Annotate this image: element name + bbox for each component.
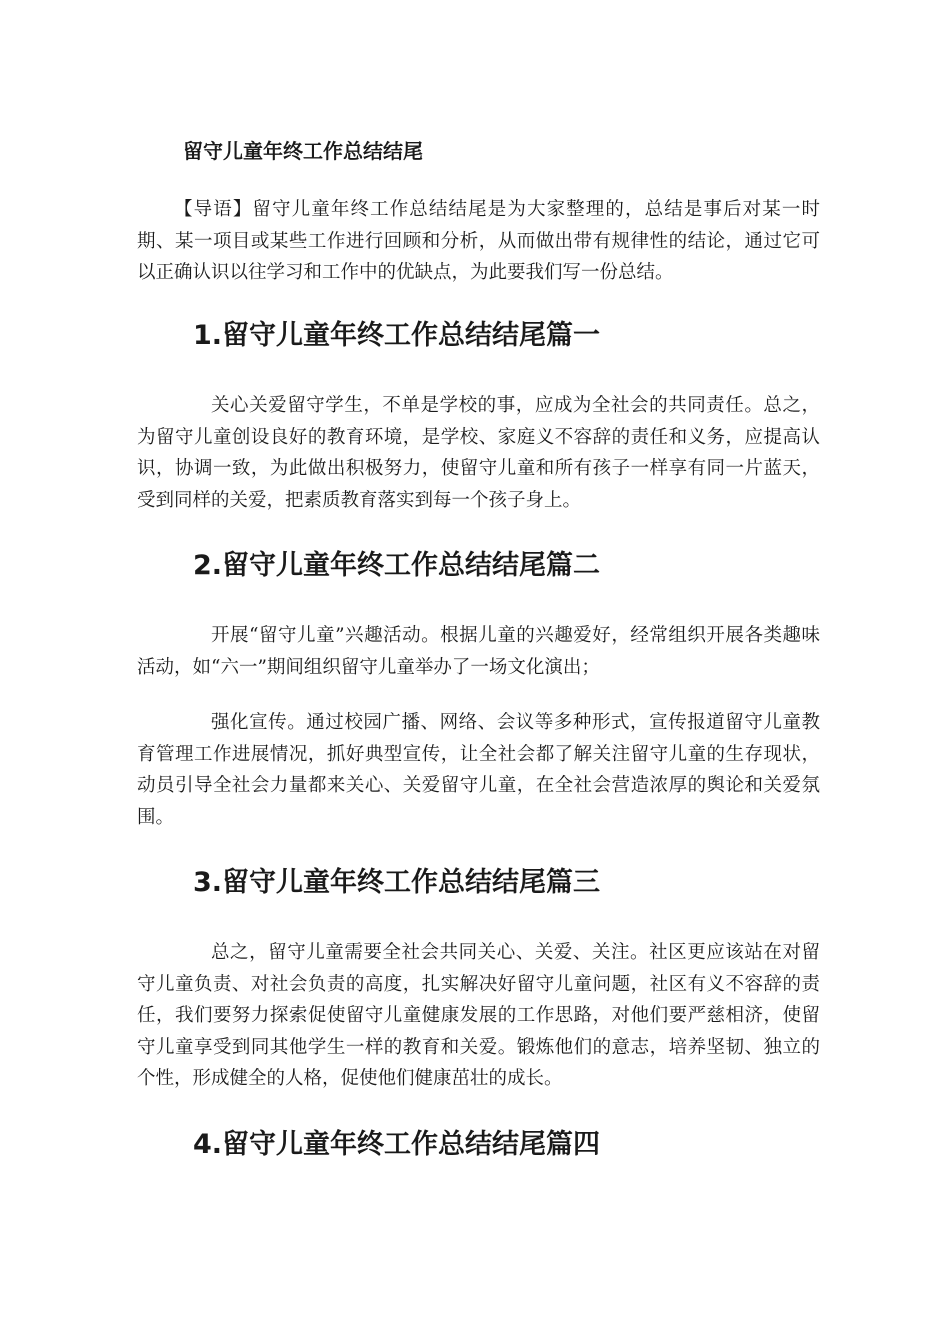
section-1-heading: 1.留守儿童年终工作总结结尾篇一: [193, 320, 601, 351]
section-3-paragraph-1: 总之，留守儿童需要全社会共同关心、关爱、关注。社区更应该站在对留守儿童负责、对社会负责的高度，扎实解决好留守儿童问题，社区有义不容辞的责任，我们要努力探索促使留守儿童健康发展的工作思路，对他们要严慈相济，使留守儿童享受到同其他学生一样的教育和关爱。锻炼他们的意志，培养坚韧、独立的个性，形成健全的人格，促使他们健康茁壮的成长。: [137, 942, 820, 1089]
section-2-paragraph-2: 强化宣传。通过校园广播、网络、会议等多种形式，宣传报道留守儿童教育管理工作进展情况，抓好典型宣传，让全社会都了解关注留守儿童的生存现状，动员引导全社会力量都来关心、关爱留守儿童，在全社会营造浓厚的舆论和关爱氛围。: [137, 712, 820, 828]
section-2-heading: 2.留守儿童年终工作总结结尾篇二: [193, 550, 601, 581]
intro-paragraph: 【导语】留守儿童年终工作总结结尾是为大家整理的，总结是事后对某一时期、某一项目或某些工作进行回顾和分析，从而做出带有规律性的结论，通过它可以正确认识以往学习和工作中的优缺点，为此要我们写一份总结。: [137, 199, 820, 283]
section-4-heading: 4.留守儿童年终工作总结结尾篇四: [193, 1129, 601, 1160]
section-2-paragraph-1: 开展“留守儿童”兴趣活动。根据儿童的兴趣爱好，经常组织开展各类趣味活动，如“六一”期间组织留守儿童举办了一场文化演出；: [137, 625, 820, 678]
section-1-paragraph-1: 关心关爱留守学生，不单是学校的事，应成为全社会的共同责任。总之，为留守儿童创设良好的教育环境，是学校、家庭义不容辞的责任和义务，应提高认识，协调一致，为此做出积极努力，使留守儿童和所有孩子一样享有同一片蓝天，受到同样的关爱，把素质教育落实到每一个孩子身上。: [137, 395, 820, 511]
section-3-heading: 3.留守儿童年终工作总结结尾篇三: [193, 867, 601, 898]
document-title: 留守儿童年终工作总结结尾: [183, 139, 423, 163]
